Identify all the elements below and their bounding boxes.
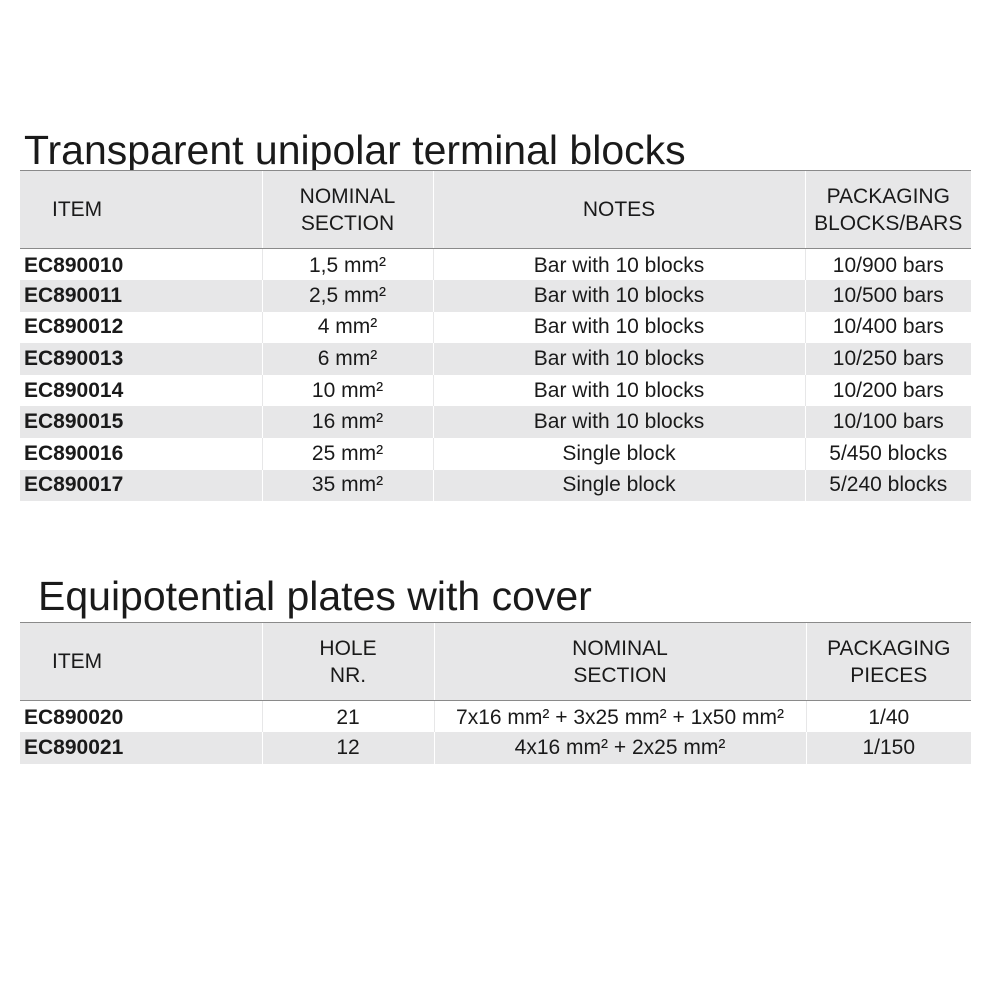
notes: Bar with 10 blocks (433, 343, 805, 375)
table-row (20, 249, 971, 281)
notes: Bar with 10 blocks (433, 312, 805, 344)
equipotential-plates-table (20, 622, 971, 764)
header-nominal-section: NOMINAL SECTION (434, 623, 806, 701)
notes: Single block (433, 470, 805, 502)
packaging: 10/250 bars (805, 343, 971, 375)
nominal-section: 16 mm² (262, 406, 433, 438)
table-row (20, 343, 971, 375)
item-code: EC890011 (24, 283, 123, 307)
packaging: 10/500 bars (805, 280, 971, 312)
packaging: 1/40 (806, 701, 971, 733)
item-code: EC890012 (24, 315, 124, 339)
header-item: ITEM (20, 171, 262, 249)
header-packaging: PACKAGING BLOCKS/BARS (805, 171, 971, 249)
packaging: 10/400 bars (805, 312, 971, 344)
table-row (20, 438, 971, 470)
packaging: 5/240 blocks (805, 470, 971, 502)
header-item: ITEM (20, 623, 262, 701)
table-row (20, 732, 971, 764)
item-code: EC890020 (24, 706, 124, 730)
notes: Bar with 10 blocks (433, 249, 805, 281)
packaging: 10/900 bars (805, 249, 971, 281)
nominal-section: 1,5 mm² (262, 249, 433, 281)
nominal-section: 25 mm² (262, 438, 433, 470)
item-code: EC890021 (24, 735, 124, 759)
notes: Bar with 10 blocks (433, 406, 805, 438)
nominal-section: 4x16 mm² + 2x25 mm² (434, 732, 806, 764)
notes: Single block (433, 438, 805, 470)
notes: Bar with 10 blocks (433, 375, 805, 407)
hole-nr: 12 (262, 732, 434, 764)
table-row (20, 406, 971, 438)
nominal-section: 6 mm² (262, 343, 433, 375)
packaging: 5/450 blocks (805, 438, 971, 470)
table-header-row (20, 171, 971, 249)
notes: Bar with 10 blocks (433, 280, 805, 312)
nominal-section: 10 mm² (262, 375, 433, 407)
table-row (20, 701, 971, 733)
packaging: 1/150 (806, 732, 971, 764)
hole-nr: 21 (262, 701, 434, 733)
item-code: EC890014 (24, 378, 124, 402)
header-hole-nr: HOLE NR. (262, 623, 434, 701)
table-row (20, 470, 971, 502)
header-packaging: PACKAGING PIECES (806, 623, 971, 701)
section-title: Equipotential plates with cover (38, 573, 592, 619)
packaging: 10/200 bars (805, 375, 971, 407)
nominal-section: 4 mm² (262, 312, 433, 344)
terminal-blocks-table (20, 170, 971, 501)
header-nominal-section: NOMINAL SECTION (262, 171, 433, 249)
table-row (20, 375, 971, 407)
table-header-row (20, 623, 971, 701)
nominal-section: 7x16 mm² + 3x25 mm² + 1x50 mm² (434, 701, 806, 733)
header-notes: NOTES (433, 171, 805, 249)
nominal-section: 2,5 mm² (262, 280, 433, 312)
item-code: EC890013 (24, 347, 124, 371)
table-row (20, 312, 971, 344)
item-code: EC890015 (24, 410, 124, 434)
item-code: EC890017 (24, 473, 124, 497)
nominal-section: 35 mm² (262, 470, 433, 502)
packaging: 10/100 bars (805, 406, 971, 438)
table-row (20, 280, 971, 312)
section-title: Transparent unipolar terminal blocks (24, 127, 686, 173)
item-code: EC890016 (24, 441, 124, 465)
item-code: EC890010 (24, 254, 124, 278)
